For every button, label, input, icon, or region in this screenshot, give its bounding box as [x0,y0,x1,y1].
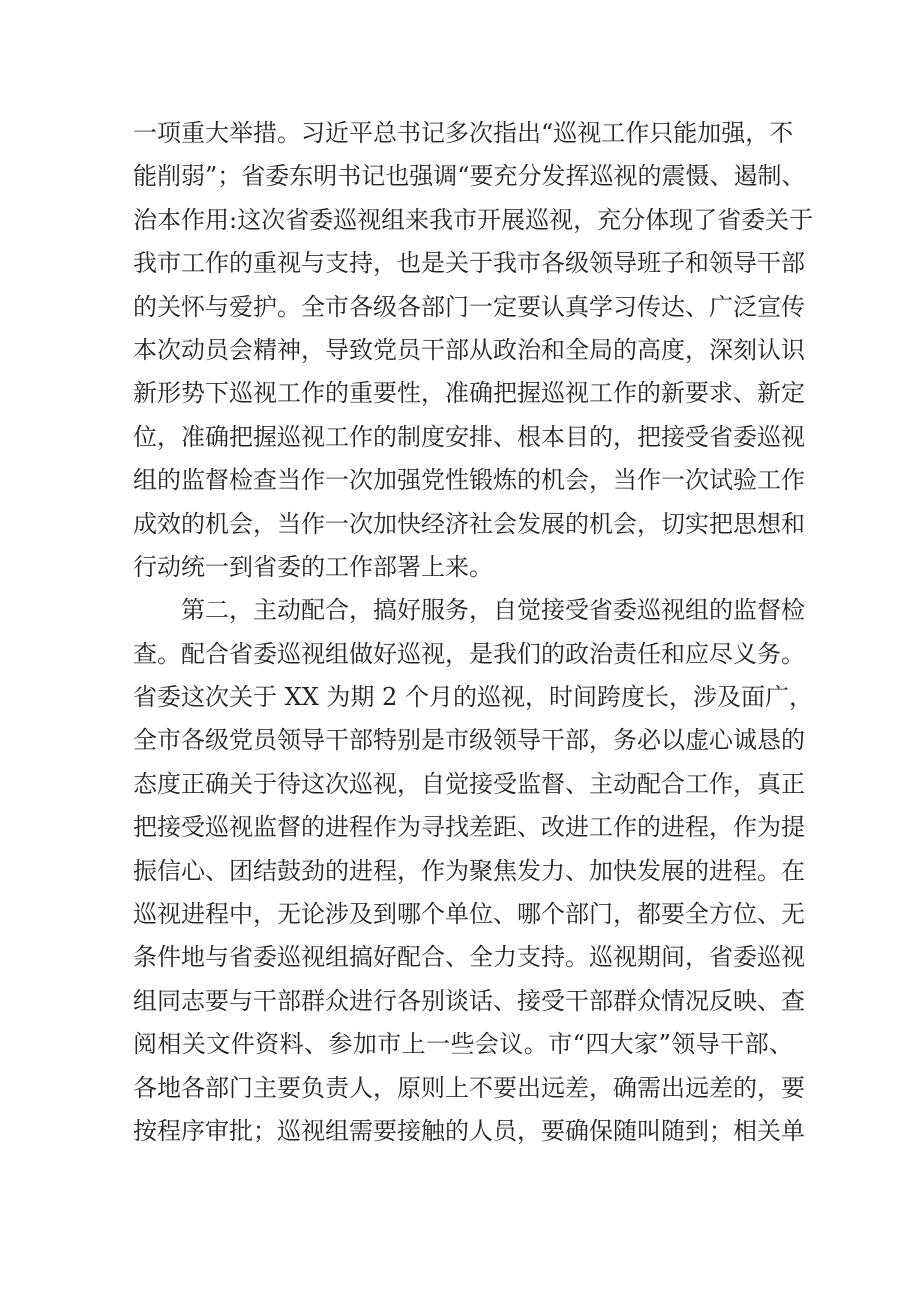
text-line: 振信心、团结鼓劲的进程，作为聚焦发力、加快发展的进程。在 [133,856,805,885]
text-line: 的关怀与爱护。全市各级各部门一定要认真学习传达、广泛宣传 [133,292,805,321]
text-line: 把接受巡视监督的进程作为寻找差距、改进工作的进程，作为提 [133,813,805,842]
text-line: 成效的机会，当作一次加快经济社会发展的机会，切实把思想和 [133,509,805,538]
text-line: 本次动员会精神，导致党员干部从政治和全局的高度，深刻认识 [133,335,805,364]
paragraph-end-line: 行动统一到省委的工作部署上来。 [133,552,493,581]
text-line: 阅相关文件资料、参加市上一些会议。市“四大家”领导干部、 [133,1030,793,1059]
text-line: 一项重大举措。习近平总书记多次指出“巡视工作只能加强，不 [133,119,794,147]
text-line: 治本作用:这次省委巡视组来我市开展巡视，充分体现了省委关于 [133,205,814,234]
text-line: 组同志要与干部群众进行各别谈话、接受干部群众情况反映、查 [133,986,805,1015]
text-line: 条件地与省委巡视组搞好配合、全力支持。巡视期间，省委巡视 [133,943,805,972]
body-text [133,112,814,1153]
text-line: 我市工作的重视与支持，也是关于我市各级领导班子和领导干部 [133,249,805,278]
text-line: 全市各级党员领导干部特别是市级领导干部，务必以虚心诚恳的 [133,726,805,755]
text-line: 查。配合省委巡视组做好巡视，是我们的政治责任和应尽义务。 [133,639,805,668]
text-line: 巡视进程中，无论涉及到哪个单位、哪个部门，都要全方位、无 [133,900,805,929]
text-line: 省委这次关于 XX 为期 2 个月的巡视，时间跨度长，涉及面广， [133,683,813,712]
text-line: 组的监督检查当作一次加强党性锻炼的机会，当作一次试验工作 [133,466,805,495]
paragraph-start-line: 第二，主动配合，搞好服务，自觉接受省委巡视组的监督检 [181,596,805,625]
text-line: 能削弱”；省委东明书记也强调“要充分发挥巡视的震慑、遏制、 [133,162,806,191]
text-line: 新形势下巡视工作的重要性，准确把握巡视工作的新要求、新定 [133,379,805,408]
text-line: 位，准确把握巡视工作的制度安排、根本目的，把接受省委巡视 [133,422,805,451]
text-line: 态度正确关于待这次巡视，自觉接受监督、主动配合工作，真正 [133,769,805,798]
text-line: 各地各部门主要负责人，原则上不要出远差，确需出远差的，要 [133,1073,805,1102]
text-line: 按程序审批；巡视组需要接触的人员，要确保随叫随到；相关单 [133,1116,805,1145]
